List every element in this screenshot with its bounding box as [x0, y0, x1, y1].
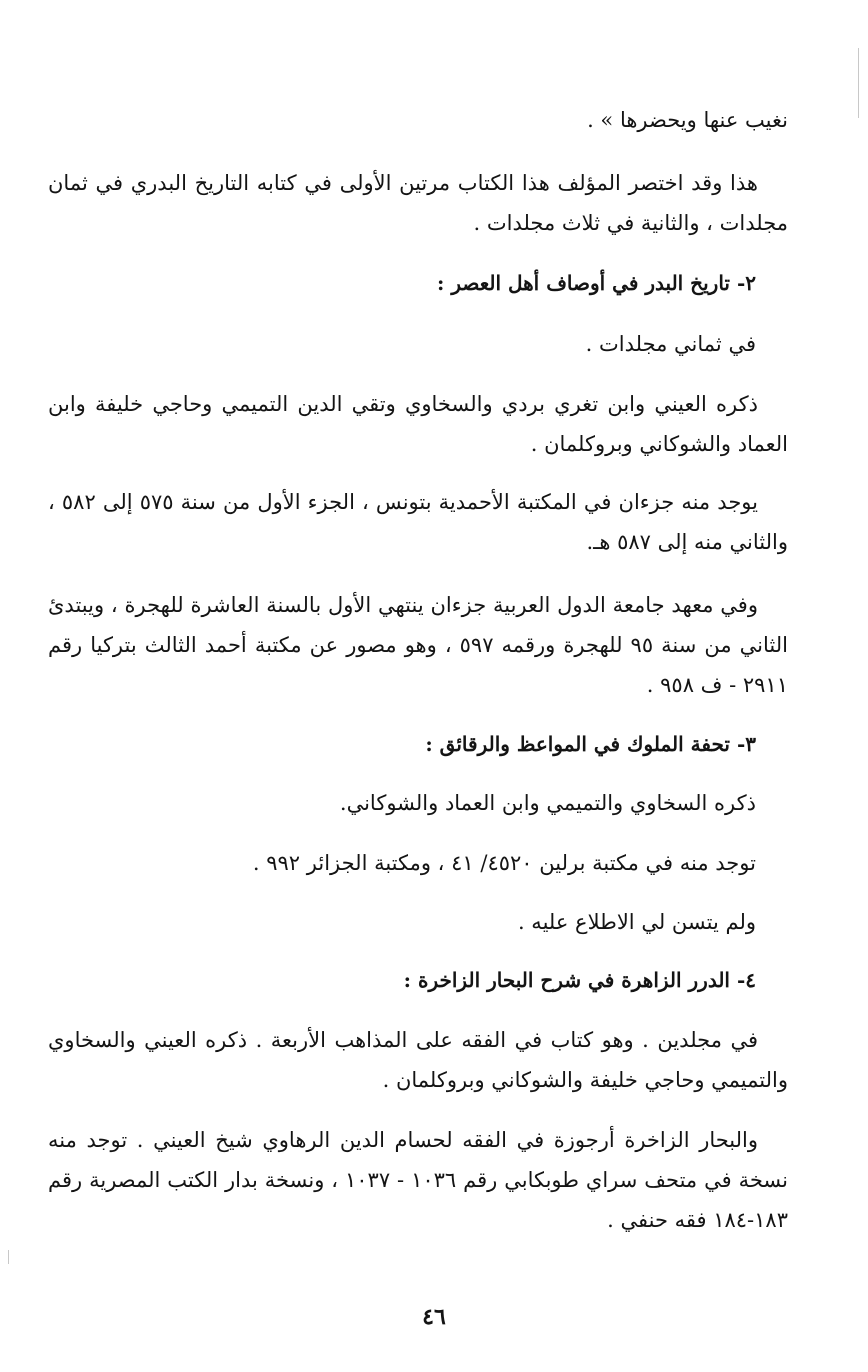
paragraph-quote-end: نغيب عنها ويحضرها » .	[587, 108, 788, 132]
page-edge-dot	[8, 1250, 9, 1264]
heading-tuhfat-al-muluk: ٣- تحفة الملوك في المواعظ والرقائق :	[425, 732, 756, 756]
paragraph-al-bihar-al-zakhira: والبحار الزاخرة أرجوزة في الفقه لحسام الدين الرهاوي شيخ العيني . توجد منه نسخة في متحف سراي طوبكابي رقم ١٠٣٦ - ١٠٣٧ ، ونسخة بدار الكتب المصرية رقم ١٨٣-١٨٤ فقه حنفي .	[48, 1128, 788, 1232]
paragraph-tunis-copy: يوجد منه جزءان في المكتبة الأحمدية بتونس ، الجزء الأول من سنة ٥٧٥ إلى ٥٨٢ ، والثاني منه إلى ٥٨٧ هـ.	[48, 490, 788, 554]
heading-tarikh-al-badr: ٢- تاريخ البدر في أوصاف أهل العصر :	[437, 271, 756, 295]
page-edge-line	[858, 48, 859, 118]
paragraph-volumes-eight: في ثماني مجلدات .	[585, 332, 756, 356]
paragraph-tuhfa-mentioned: ذكره السخاوي والتميمي وابن العماد والشوكاني.	[339, 791, 756, 815]
paragraph-not-seen: ولم يتسن لي الاطلاع عليه .	[517, 910, 756, 934]
heading-al-durar-al-zahira: ٤- الدرر الزاهرة في شرح البحار الزاخرة :	[403, 968, 756, 992]
paragraph-arab-league-copy: وفي معهد جامعة الدول العربية جزءان ينتهي الأول بالسنة العاشرة للهجرة ، ويبتدئ الثاني من سنة ٩٥ للهجرة ورقمه ٥٩٧ ، وهو مصور عن مكتبة أحمد الثالث بتركيا رقم ٢٩١١ - ف ٩٥٨ .	[48, 593, 788, 697]
page-number: ٤٦	[422, 1304, 446, 1330]
paragraph-abridgement: هذا وقد اختصر المؤلف هذا الكتاب مرتين الأولى في كتابه التاريخ البدري في ثمان مجلدات ، والثانية في ثلاث مجلدات .	[48, 171, 788, 235]
paragraph-berlin-copy: توجد منه في مكتبة برلين ٤٥٢٠/ ٤١ ، ومكتبة الجزائر ٩٩٢ .	[252, 851, 756, 875]
paragraph-two-volumes: في مجلدين . وهو كتاب في الفقه على المذاهب الأربعة . ذكره العيني والسخاوي والتميمي وحاجي خليفة والشوكاني وبروكلمان .	[48, 1028, 788, 1092]
paragraph-mentioned-by: ذكره العيني وابن تغري بردي والسخاوي وتقي الدين التميمي وحاجي خليفة وابن العماد والشوكاني وبروكلمان .	[48, 392, 788, 456]
